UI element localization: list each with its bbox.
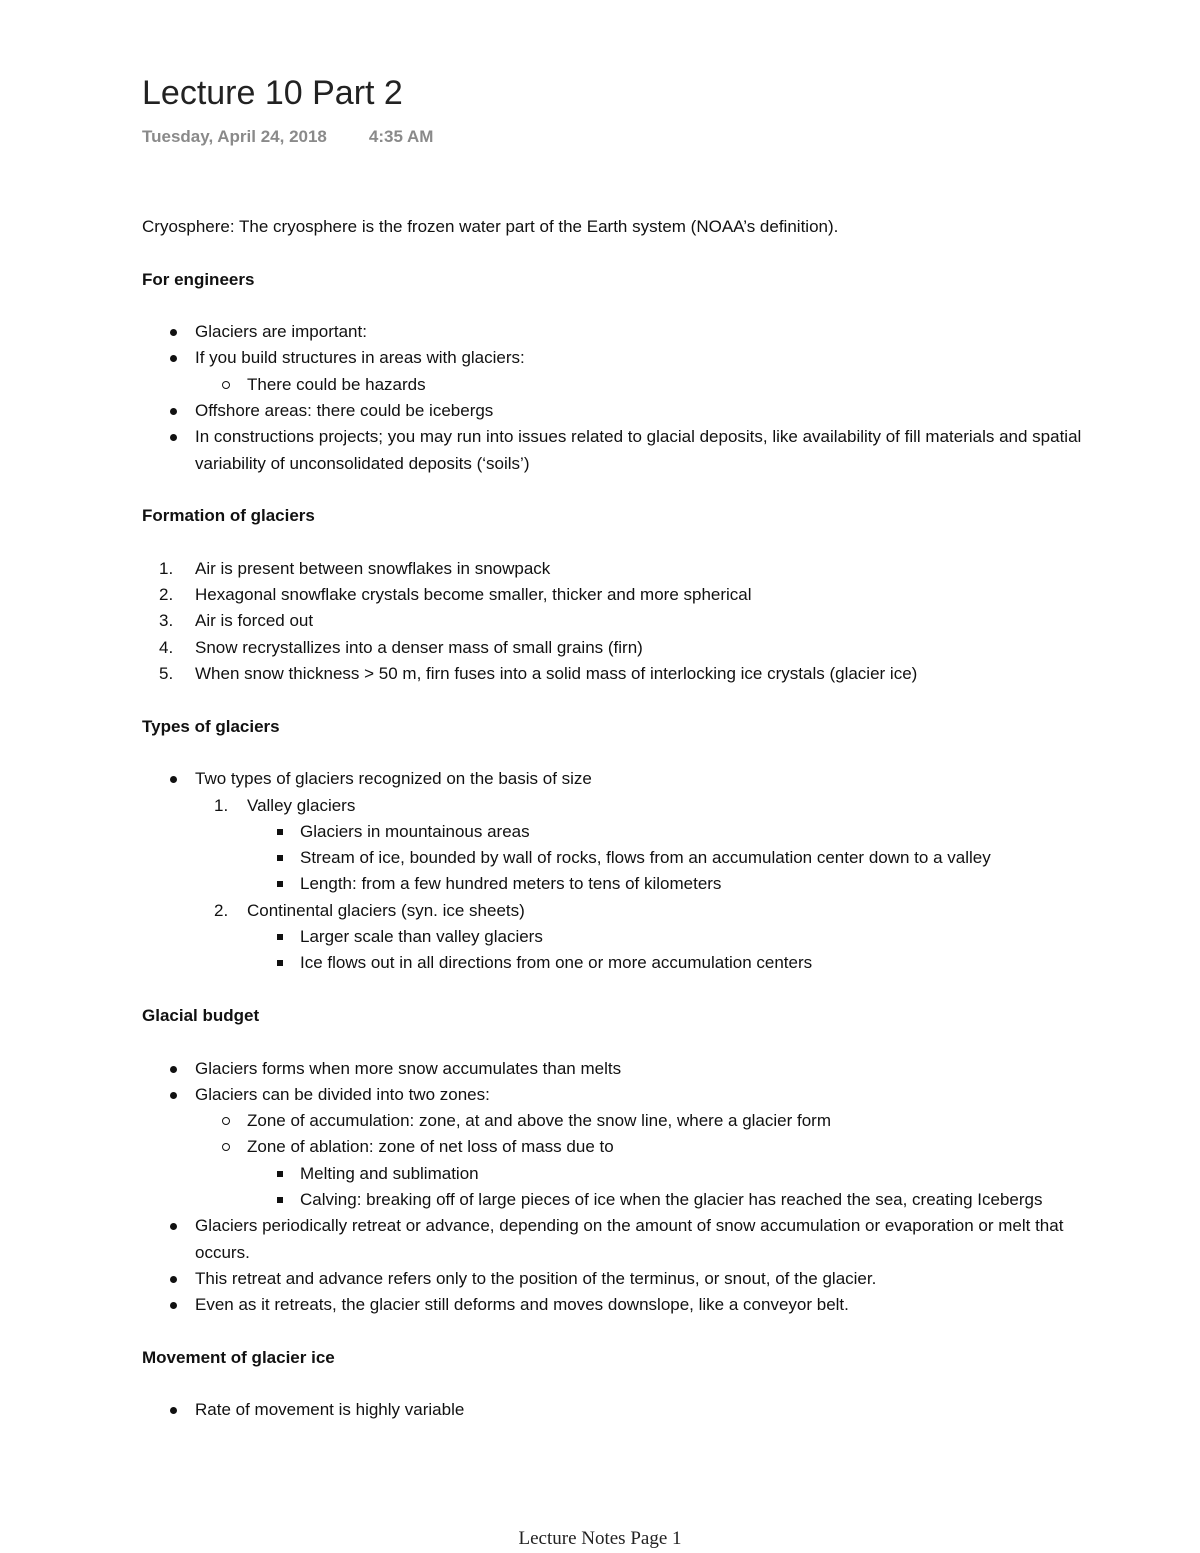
time-text: 4:35 AM [368,127,434,146]
list-item-text: Snow recrystallizes into a denser mass of small grains (firn) [195,637,643,657]
list-item [142,608,1082,634]
list-number: 3. [159,611,174,631]
list-number: 2. [214,900,229,920]
list-item [142,766,1082,792]
list-item-text: Continental glaciers (syn. ice sheets) [247,900,525,920]
list-item [142,372,1082,398]
list-item-text: Calving: breaking off of large pieces of ice when the glacier has reached the sea, creating Icebergs [300,1189,1043,1209]
list-item-text: When snow thickness > 50 m, firn fuses into a solid mass of interlocking ice crystals (glacier ice) [195,664,918,684]
timestamp [142,127,433,147]
list-item [142,871,1082,897]
list-item [142,1056,1082,1082]
list-item-text: Larger scale than valley glaciers [300,927,543,947]
list-item-text: Zone of ablation: zone of net loss of mass due to [247,1137,614,1157]
page-title: Lecture 10 Part 2 [142,74,403,112]
list-item [142,950,1082,976]
list-item [142,898,1082,924]
list-item-text: Rate of movement is highly variable [195,1400,465,1420]
section-heading-engineers: For engineers [142,269,255,289]
list-item [142,582,1082,608]
list-number: 2. [159,585,174,605]
list-item-text: Melting and sublimation [300,1163,479,1183]
list-item-text: This retreat and advance refers only to the position of the terminus, or snout, of the glacier. [195,1268,877,1288]
list-item [142,319,1082,345]
list-item [142,1082,1082,1108]
page-footer: Lecture Notes Page 1 [518,1528,682,1549]
section-heading-types: Types of glaciers [142,716,280,736]
list-item-text: If you build structures in areas with glaciers: [195,348,525,368]
list-item-text: Offshore areas: there could be icebergs [195,401,494,421]
list-item [142,1213,1082,1266]
list-item-text: In constructions projects; you may run into issues related to glacial deposits, like availability of fill materials and spatial variability of unconsolidated deposits (‘soils’) [195,427,1082,473]
list-item-text: Glaciers can be divided into two zones: [195,1084,490,1104]
list-item-text: Stream of ice, bounded by wall of rocks, flows from an accumulation center down to a valley [300,848,991,868]
list-item-text: Even as it retreats, the glacier still deforms and moves downslope, like a conveyor belt. [195,1295,849,1315]
list-number: 1. [159,558,174,578]
list-item [142,845,1082,871]
list-item [142,424,1082,477]
list-item [142,924,1082,950]
list-item [142,1292,1082,1318]
list-item [142,793,1082,819]
section-heading-movement: Movement of glacier ice [142,1347,335,1367]
note-body [142,214,1082,1424]
section-heading-budget: Glacial budget [142,1005,260,1025]
list-item-text: Two types of glaciers recognized on the basis of size [195,769,592,789]
date-text: Tuesday, April 24, 2018 [142,127,327,146]
list-item [142,1397,1082,1423]
list-item-text: Hexagonal snowflake crystals become smaller, thicker and more spherical [195,585,752,605]
list-item [142,1108,1082,1134]
list-item [142,1161,1082,1187]
list-item-text: There could be hazards [247,374,426,394]
list-item [142,1266,1082,1292]
list-item [142,345,1082,371]
list-item-text: Air is forced out [195,611,314,631]
list-item-text: Valley glaciers [247,795,356,815]
list-number: 4. [159,637,174,657]
list-item-text: Ice flows out in all directions from one or more accumulation centers [300,953,813,973]
list-item [142,819,1082,845]
list-item [142,556,1082,582]
section-heading-formation: Formation of glaciers [142,506,315,526]
list-item-text: Length: from a few hundred meters to tens of kilometers [300,874,722,894]
list-number: 1. [214,795,229,815]
list-item-text: Glaciers periodically retreat or advance, depending on the amount of snow accumulation or evaporation or melt that occurs. [195,1216,1064,1262]
list-item-text: Glaciers are important: [195,322,367,342]
list-item-text: Air is present between snowflakes in snowpack [195,558,551,578]
list-item-text: Zone of accumulation: zone, at and above the snow line, where a glacier form [247,1111,832,1131]
list-item [142,398,1082,424]
intro-paragraph: Cryosphere: The cryosphere is the frozen water part of the Earth system (NOAA’s definition). [142,217,839,236]
list-item [142,661,1082,687]
list-item-text: Glaciers in mountainous areas [300,821,530,841]
list-item [142,635,1082,661]
list-number: 5. [159,664,174,684]
list-item-text: Glaciers forms when more snow accumulates than melts [195,1058,622,1078]
list-item [142,1134,1082,1160]
list-item [142,1187,1082,1213]
